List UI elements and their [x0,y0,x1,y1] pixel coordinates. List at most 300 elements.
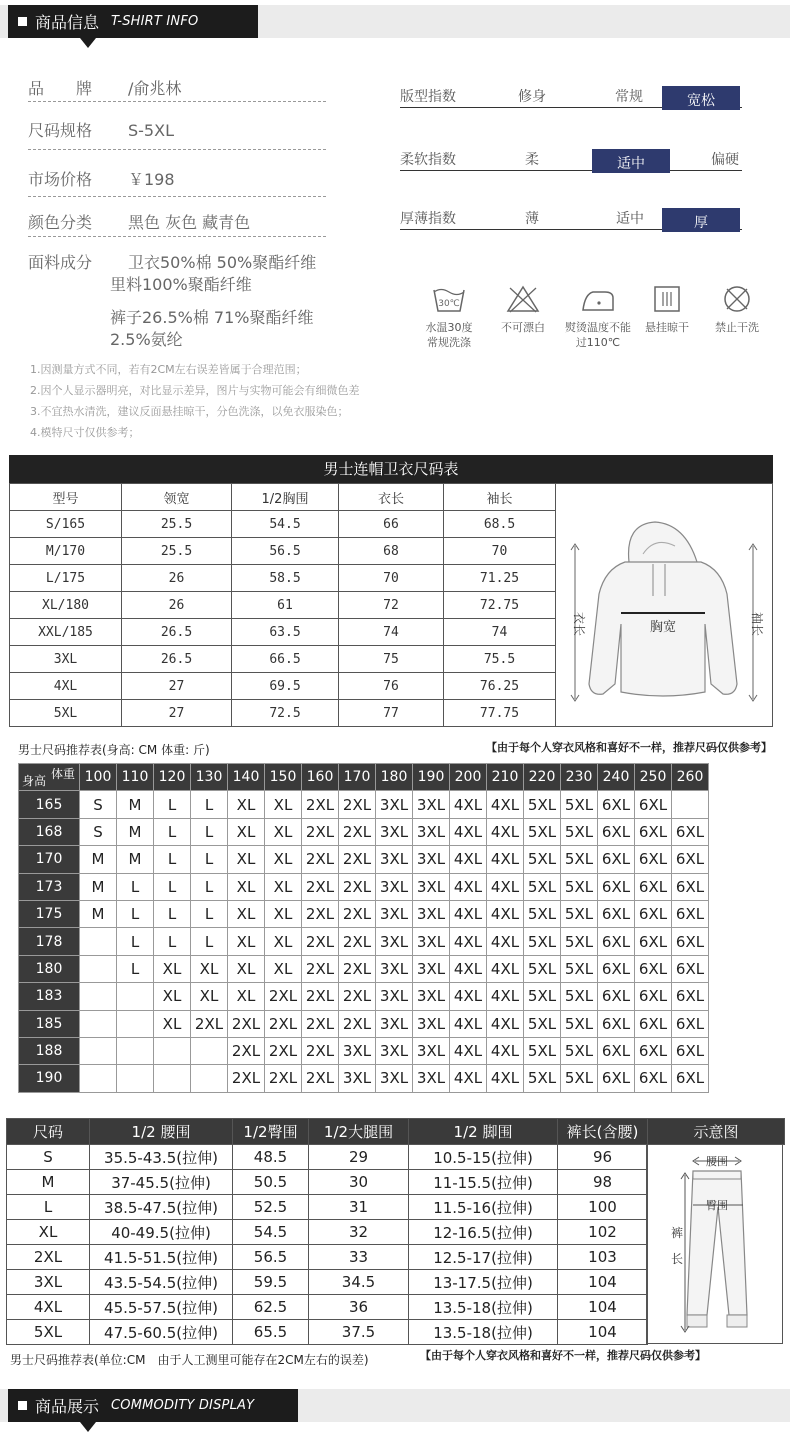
size-cell: 2XL [339,1010,376,1037]
size-cell: L [117,928,154,955]
size-cell: 6XL [635,900,672,927]
size-cell: 5XL [561,1065,598,1092]
size-cell: XL [228,955,265,982]
size-cell: XL [228,846,265,873]
size-cell: XL [228,900,265,927]
size-cell: 5XL [561,818,598,845]
weight-header: 110 [117,764,154,791]
size-cell: 2XL [228,1065,265,1092]
size-cell: 6XL [635,791,672,818]
size-cell: 5XL [524,818,561,845]
size-cell: 3XL [376,818,413,845]
table-row: 4XL 45.5-57.5(拉伸) 62.5 36 13.5-18(拉伸) 104 [7,1295,785,1320]
table-header-row [19,764,709,791]
weight-header: 120 [154,764,191,791]
size-cell: 5XL [524,846,561,873]
size-cell: XL [265,928,302,955]
banner-title-en: T-SHIRT INFO [111,14,199,29]
size-cell: 3XL [376,928,413,955]
size-cell: M [117,791,154,818]
table-row [19,818,709,845]
size-cell: 2XL [339,955,376,982]
section-banner-info [8,5,258,38]
selected-option: 厚 [662,208,740,232]
size-cell: XL [154,955,191,982]
note-line: 4.模特尺寸仅供参考； [30,426,140,439]
iron-icon [579,284,617,314]
length-label-2: 长 [670,1252,684,1266]
size-cell: XL [265,873,302,900]
info-price: 市场价格 ￥198 [28,170,175,189]
size-cell: 3XL [376,791,413,818]
size-cell: 5XL [524,1010,561,1037]
size-cell [672,791,709,818]
size-cell: 2XL [302,846,339,873]
size-cell: L [191,873,228,900]
weight-header: 100 [80,764,117,791]
svg-text:30℃: 30℃ [438,299,460,309]
size-cell: L [191,846,228,873]
size-cell [80,1010,117,1037]
size-cell: M [80,873,117,900]
size-cell: M [117,818,154,845]
weight-header: 210 [487,764,524,791]
table-row [19,983,709,1010]
height-header: 170 [19,846,80,873]
chest-label: 胸宽 [649,620,677,635]
size-cell: XL [154,1010,191,1037]
weight-header: 180 [376,764,413,791]
size-cell: XL [228,983,265,1010]
height-header: 190 [19,1065,80,1092]
weight-header: 160 [302,764,339,791]
size-cell: L [117,955,154,982]
size-cell: 2XL [302,983,339,1010]
weight-header: 200 [450,764,487,791]
size-cell: 3XL [413,900,450,927]
note-line: 1.因测量方式不同，若有2CM左右误差皆属于合理范围； [30,363,307,376]
size-cell [154,1037,191,1064]
size-cell [154,1065,191,1092]
size-cell: 2XL [228,1010,265,1037]
size-cell: 4XL [450,1010,487,1037]
note-line: 2.因个人显示器明亮，对比显示差异，图片与实物可能会有细微色差 [30,384,360,397]
size-cell [80,928,117,955]
table-row: L 38.5-47.5(拉伸) 52.5 31 11.5-16(拉伸) 100 [7,1195,785,1220]
size-cell: 3XL [376,873,413,900]
size-cell: 6XL [635,928,672,955]
size-cell: 3XL [413,983,450,1010]
size-cell: 4XL [450,1065,487,1092]
size-cell: 2XL [339,846,376,873]
size-cell [117,1010,154,1037]
size-cell: 6XL [598,873,635,900]
size-cell: 3XL [413,928,450,955]
size-cell: 3XL [376,983,413,1010]
size-cell: 6XL [598,955,635,982]
hoodie-icon [555,484,771,726]
size-cell: 5XL [524,791,561,818]
info-size: 尺码规格 S-5XL [28,121,174,140]
table-row: 5XL 27 72.5 77 77.75 [10,700,556,727]
weight-header: 240 [598,764,635,791]
height-header: 188 [19,1037,80,1064]
size-cell: XL [191,955,228,982]
size-cell: M [80,900,117,927]
reco-table-title: 男士尺码推荐表(身高: CM 体重: 斤) [18,743,210,757]
sleeve-label: 袖长 [750,611,764,637]
weight-header: 140 [228,764,265,791]
table-row: S/165 25.5 54.5 66 68.5 [10,511,556,538]
corner-cell: 体重 身高 [19,764,80,791]
weight-header: 230 [561,764,598,791]
size-cell: 6XL [672,873,709,900]
size-cell: 6XL [635,846,672,873]
size-cell: XL [265,846,302,873]
height-header: 180 [19,955,80,982]
size-cell: 6XL [635,1037,672,1064]
size-cell: 3XL [413,873,450,900]
size-cell: 5XL [561,791,598,818]
size-cell: 3XL [376,1010,413,1037]
size-cell: 2XL [302,928,339,955]
size-cell: 5XL [524,955,561,982]
size-cell: 4XL [487,818,524,845]
size-cell: XL [191,983,228,1010]
size-cell: 4XL [487,1065,524,1092]
size-cell [80,955,117,982]
size-cell: 2XL [339,928,376,955]
table-row: 4XL 27 69.5 76 76.25 [10,673,556,700]
info-brand: 品 牌 /俞兆林 [28,79,182,98]
table-row [19,1065,709,1092]
size-cell: 5XL [561,928,598,955]
size-cell: L [191,818,228,845]
table-row [19,1037,709,1064]
size-cell: 2XL [339,791,376,818]
size-cell [80,983,117,1010]
care-no-dry-clean: 禁止干洗 [708,284,766,335]
divider [28,196,326,197]
size-cell: 3XL [413,955,450,982]
size-cell: 2XL [265,983,302,1010]
size-cell: 4XL [450,900,487,927]
height-header: 173 [19,873,80,900]
size-cell: L [117,873,154,900]
size-cell: XL [265,955,302,982]
size-cell: 3XL [413,1065,450,1092]
size-cell [191,1037,228,1064]
size-cell: 6XL [598,1010,635,1037]
size-cell: 3XL [376,1065,413,1092]
size-cell: XL [228,873,265,900]
size-cell: 6XL [598,791,635,818]
size-cell: 5XL [561,955,598,982]
weight-header: 250 [635,764,672,791]
size-recommendation-table [18,763,709,1093]
size-cell: 5XL [524,983,561,1010]
size-cell: XL [265,818,302,845]
weight-header: 150 [265,764,302,791]
size-cell: 2XL [339,983,376,1010]
pants-diagram [646,1144,783,1344]
size-cell: 2XL [339,873,376,900]
section-banner-display [8,1389,298,1422]
size-cell: 4XL [487,873,524,900]
care-wash: 30℃ 水温30度 常规洗涤 [420,284,478,350]
length-label: 衣长 [572,611,586,637]
weight-header: 260 [672,764,709,791]
table-header-row: 型号 领宽 1/2胸围 衣长 袖长 [10,484,556,511]
size-cell: 6XL [598,928,635,955]
size-cell [117,983,154,1010]
size-cell: 5XL [524,1065,561,1092]
table-row [19,873,709,900]
size-cell: 2XL [302,791,339,818]
info-fabric-spandex: 2.5%氨纶 [110,330,183,349]
hoodie-size-table [9,483,556,727]
height-header: 175 [19,900,80,927]
wash-30-icon [431,284,467,314]
size-cell: 6XL [672,983,709,1010]
pants-icon [647,1145,782,1343]
size-cell: 3XL [339,1065,376,1092]
size-cell: 4XL [450,818,487,845]
table-row: XL 40-49.5(拉伸) 54.5 32 12-16.5(拉伸) 102 [7,1220,785,1245]
size-cell: 6XL [598,818,635,845]
table-row: M 37-45.5(拉伸) 50.5 30 11-15.5(拉伸) 98 [7,1170,785,1195]
size-cell: 4XL [487,928,524,955]
size-cell: L [154,791,191,818]
size-cell: 2XL [302,873,339,900]
size-cell: 4XL [450,846,487,873]
fit-index: 版型指数 修身 常规 宽松 [400,82,742,108]
size-cell: 2XL [339,900,376,927]
pants-table-foot-note: 男士尺码推荐表(单位:CM 由于人工测里可能存在2CM左右的误差) [10,1353,369,1367]
banner-pointer [80,1422,96,1432]
size-cell: 3XL [413,818,450,845]
size-cell: 2XL [228,1037,265,1064]
size-cell: XL [228,791,265,818]
size-cell: 6XL [635,1010,672,1037]
size-cell: 4XL [487,1010,524,1037]
size-cell: 6XL [598,846,635,873]
square-icon [18,1401,27,1410]
size-cell: 4XL [450,873,487,900]
size-cell: 6XL [598,1037,635,1064]
size-cell: M [80,846,117,873]
hoodie-table-title: 男士连帽卫衣尺码表 [9,455,773,483]
pants-table-disclaimer: 【由于每个人穿衣风格和喜好不一样，推荐尺码仅供参考】 [420,1349,706,1362]
size-cell: 2XL [191,1010,228,1037]
reco-table-note: 【由于每个人穿衣风格和喜好不一样，推荐尺码仅供参考】 [486,741,772,754]
banner-title-en: COMMODITY DISPLAY [111,1398,255,1413]
size-cell: 6XL [672,1037,709,1064]
size-cell: L [191,791,228,818]
table-row: XXL/185 26.5 63.5 74 74 [10,619,556,646]
hang-dry-icon [652,284,682,314]
no-dry-clean-icon [722,284,752,314]
size-cell: 5XL [561,846,598,873]
size-cell [191,1065,228,1092]
note-line: 3.不宜热水清洗，建议反面悬挂晾干，分色洗涤，以免衣服染色； [30,405,349,418]
size-cell: XL [228,818,265,845]
length-label-1: 裤 [670,1226,684,1240]
table-row: M/170 25.5 56.5 68 70 [10,538,556,565]
size-cell: S [80,791,117,818]
size-cell: 5XL [561,1010,598,1037]
size-cell: 6XL [635,1065,672,1092]
table-row [19,846,709,873]
divider [28,236,326,237]
size-cell: 2XL [302,818,339,845]
size-cell: 2XL [265,1065,302,1092]
size-cell: 3XL [339,1037,376,1064]
size-cell: L [117,900,154,927]
size-cell: L [154,873,191,900]
size-cell: 4XL [450,955,487,982]
height-header: 165 [19,791,80,818]
size-cell: 2XL [302,1037,339,1064]
size-cell: 4XL [450,983,487,1010]
size-cell: 3XL [376,955,413,982]
info-fabric-pants: 裤子26.5%棉 71%聚酯纤维 [110,308,314,327]
table-row: XL/180 26 61 72 72.75 [10,592,556,619]
divider [28,101,326,102]
weight-header: 170 [339,764,376,791]
banner-title-cn: 商品信息 [35,13,100,32]
table-row: L/175 26 58.5 70 71.25 [10,565,556,592]
size-cell [117,1037,154,1064]
size-cell: 3XL [413,1037,450,1064]
banner-pointer [80,38,96,48]
table-row [19,955,709,982]
table-row: 5XL 47.5-60.5(拉伸) 65.5 37.5 13.5-18(拉伸) 104 [7,1320,785,1345]
weight-header: 130 [191,764,228,791]
size-cell: 6XL [672,1065,709,1092]
hip-label: 臀围 [706,1199,728,1212]
weight-header: 190 [413,764,450,791]
table-row [19,1010,709,1037]
table-row [19,791,709,818]
size-cell: 4XL [487,791,524,818]
size-cell: 6XL [672,846,709,873]
size-cell: L [154,900,191,927]
size-cell: 4XL [487,983,524,1010]
size-cell: S [80,818,117,845]
size-cell: L [154,846,191,873]
table-row [19,928,709,955]
size-cell: 4XL [487,1037,524,1064]
info-fabric: 面料成分 卫衣50%棉 50%聚酯纤维 [28,253,317,272]
size-cell: L [154,818,191,845]
divider [28,149,326,150]
waist-label: 腰围 [706,1155,728,1168]
size-cell: 5XL [524,873,561,900]
size-cell: XL [154,983,191,1010]
size-cell: 3XL [413,791,450,818]
size-cell: XL [228,928,265,955]
size-cell: 2XL [339,818,376,845]
size-cell: 3XL [376,900,413,927]
size-cell: XL [265,900,302,927]
size-cell: L [191,900,228,927]
softness-index: 柔软指数 柔 适中 偏硬 [400,145,742,171]
no-bleach-icon [506,284,540,314]
size-cell: M [117,846,154,873]
table-row: 3XL 43.5-54.5(拉伸) 59.5 34.5 13-17.5(拉伸) 104 [7,1270,785,1295]
size-cell: XL [265,791,302,818]
info-colors: 颜色分类 黑色 灰色 藏青色 [28,213,251,232]
table-row [19,900,709,927]
size-cell: 4XL [450,791,487,818]
size-cell: 6XL [672,928,709,955]
height-header: 185 [19,1010,80,1037]
thickness-index: 厚薄指数 薄 适中 厚 [400,204,742,230]
size-cell: 2XL [265,1037,302,1064]
size-cell: 5XL [524,900,561,927]
size-cell [80,1065,117,1092]
size-cell: 6XL [672,1010,709,1037]
size-cell: 6XL [598,900,635,927]
height-header: 183 [19,983,80,1010]
size-cell: 6XL [598,1065,635,1092]
size-cell: L [154,928,191,955]
size-cell: 4XL [450,928,487,955]
size-cell: 5XL [524,928,561,955]
height-header: 168 [19,818,80,845]
size-cell: 6XL [598,983,635,1010]
size-cell: 2XL [302,900,339,927]
care-hang-dry: 悬挂晾干 [638,284,696,335]
size-cell: 4XL [487,955,524,982]
size-cell: 6XL [635,873,672,900]
table-header-row: 尺码 1/2 腰围 1/2臀围 1/2大腿围 1/2 脚围 裤长(含腰) 示意图 [7,1119,785,1145]
size-cell: 2XL [302,955,339,982]
selected-option: 宽松 [662,86,740,110]
size-cell [117,1065,154,1092]
size-cell: 6XL [635,983,672,1010]
size-cell: 6XL [635,955,672,982]
care-iron: 熨烫温度不能 过110℃ [558,284,638,350]
size-cell: 5XL [561,1037,598,1064]
hoodie-diagram [555,483,773,727]
square-icon [18,17,27,26]
size-cell: 2XL [302,1065,339,1092]
size-cell: 5XL [561,983,598,1010]
height-header: 178 [19,928,80,955]
size-cell: 6XL [672,900,709,927]
size-cell: 3XL [413,1010,450,1037]
size-cell: 5XL [561,873,598,900]
size-cell: 4XL [450,1037,487,1064]
banner-title-cn: 商品展示 [35,1397,100,1416]
size-cell [80,1037,117,1064]
size-cell: 4XL [487,900,524,927]
size-cell: L [191,928,228,955]
size-cell: 3XL [376,846,413,873]
size-cell: 6XL [672,955,709,982]
selected-option: 适中 [592,149,670,173]
size-cell: 6XL [635,818,672,845]
size-cell: 6XL [672,818,709,845]
size-cell: 3XL [376,1037,413,1064]
size-cell: 3XL [413,846,450,873]
table-row: S 35.5-43.5(拉伸) 48.5 29 10.5-15(拉伸) 96 [7,1145,785,1170]
table-row: 3XL 26.5 66.5 75 75.5 [10,646,556,673]
info-fabric-lining: 里料100%聚酯纤维 [110,275,252,294]
table-row: 2XL 41.5-51.5(拉伸) 56.5 33 12.5-17(拉伸) 103 [7,1245,785,1270]
